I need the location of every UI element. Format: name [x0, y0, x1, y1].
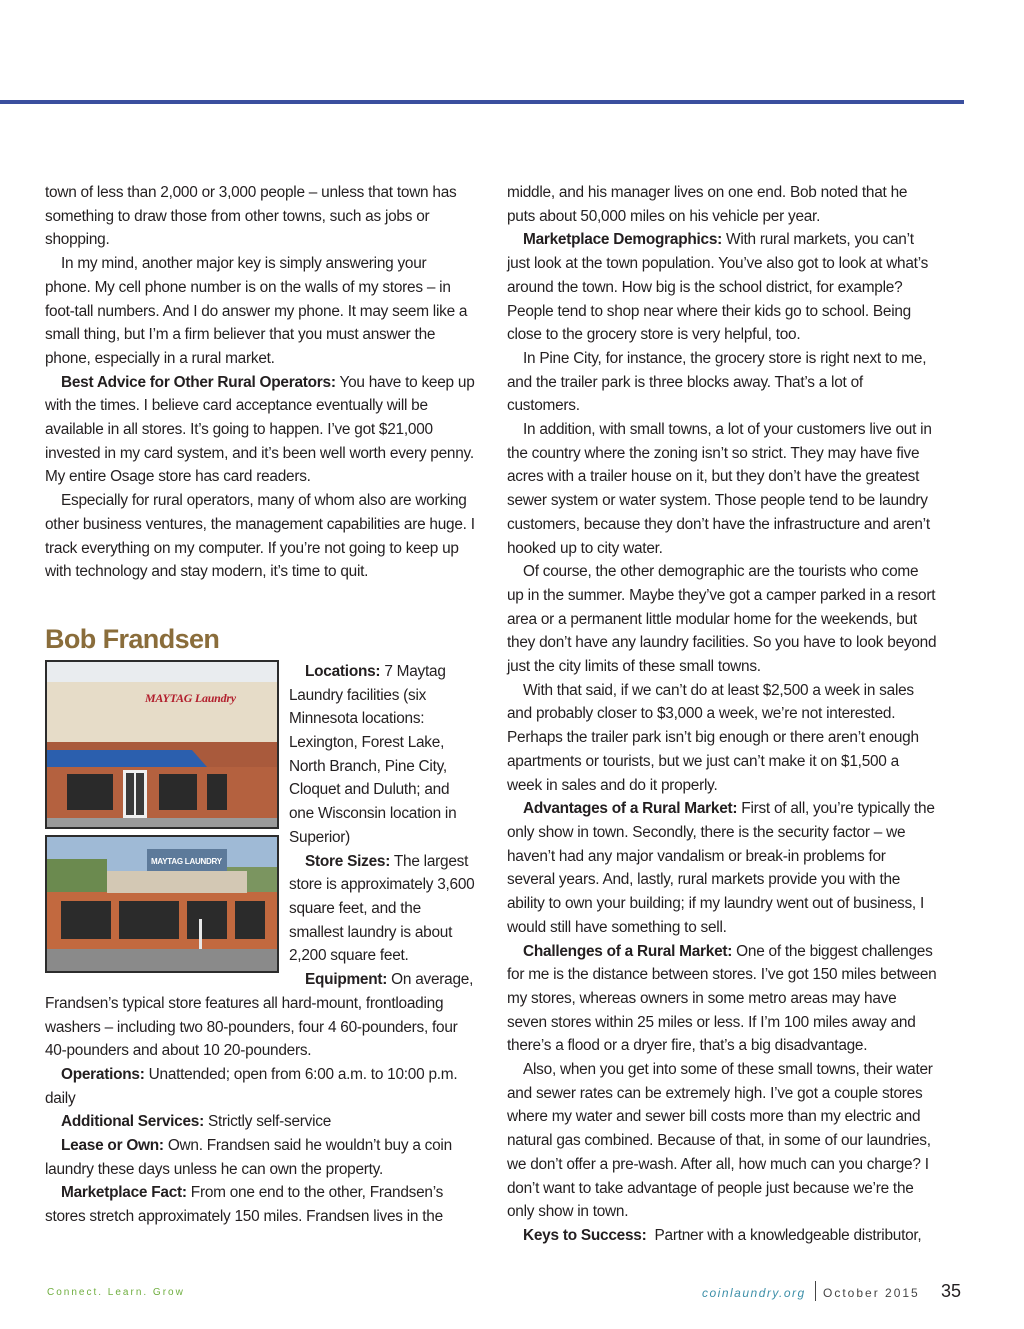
paragraph-text: On average, Frandsen’s typical store features all hard-mount, frontloading washers – including two 80-pounders, four 4 60-pounders, four 40-pounders and about 10 20-pounders.	[45, 971, 474, 1060]
paragraph-challenges	[507, 940, 937, 1059]
paragraph: Of course, the other demographic are the tourists who come up in the summer. Maybe they’ve got a camper parked in a resort area or a permanent little modular home for the weekends, but they don’t have any laundry facilities. So you have to look beyond just the city limits of these small towns.	[507, 563, 937, 676]
right-column	[507, 181, 937, 1248]
run-in-label: Lease or Own:	[61, 1137, 164, 1155]
run-in-label: Marketplace Demographics:	[523, 231, 723, 249]
paragraph-text: Unattended; open from 6:00 a.m. to 10:00 p.m. daily	[45, 1065, 458, 1107]
paragraph-text: One of the biggest challenges for me is the distance between stores. I’ve got 150 miles between my stores, whereas owners in some metro areas may have seven stores within 25 miles or less. If I’m 100 miles away and there’s a flood or a dryer fire, that’s a big disadvantage.	[507, 942, 937, 1055]
run-in-label: Best Advice for Other Rural Operators:	[61, 373, 336, 391]
store-photo-2-image	[47, 837, 277, 971]
paragraph-additional-services	[45, 1110, 475, 1134]
store-photo-2	[45, 835, 279, 973]
paragraph-text: With rural markets, you can’t just look at the town population. You’ve also got to look at what’s around the town. How big is the school district, for example? People tend to shop near where their kids go to school. Being close to the grocery store is very helpful, too.	[507, 231, 929, 344]
paragraph-text: The largest store is approximately 3,600 square feet, and the smallest laundry is about 2,200 square feet.	[289, 852, 475, 965]
paragraph: town of less than 2,000 or 3,000 people – unless that town has something to draw those from other towns, such as jobs or shopping.	[45, 184, 457, 249]
store-sign-text: MAYTAG LAUNDRY	[151, 856, 222, 866]
footer-tagline: Connect. Learn. Grow	[47, 1287, 185, 1298]
footer-divider	[815, 1281, 816, 1301]
run-in-label: Marketplace Fact:	[61, 1184, 187, 1202]
paragraph: In my mind, another major key is simply answering your phone. My cell phone number is on the walls of my stores – in foot-tall numbers. And I do answer my phone. It may seem like a small thing, but I’m a firm believer that you must answer the phone, especially in a rural market.	[45, 255, 468, 367]
run-in-label: Locations:	[305, 662, 381, 680]
paragraph-equipment	[45, 968, 475, 1063]
paragraph: In Pine City, for instance, the grocery store is right next to me, and the trailer park is three blocks away. That’s a lot of customers.	[507, 349, 927, 415]
paragraph-best-advice	[45, 371, 475, 490]
header-rule	[0, 100, 964, 104]
store-photo-1	[45, 660, 279, 829]
paragraph: In addition, with small towns, a lot of your customers live out in the country where the zoning isn’t so strict. They may have five acres with a trailer house on it, but they don’t have the greatest sewer system or water system. Those people tend to be laundry customers, because they don’t have the infrastructure and aren’t hooked up to city water.	[507, 421, 932, 557]
run-in-label: Advantages of a Rural Market:	[523, 800, 738, 818]
paragraph-keys-to-success	[507, 1224, 937, 1248]
left-column	[45, 181, 475, 1229]
paragraph-text: Own. Frandsen said he wouldn’t buy a coin laundry these days unless he can own the property.	[45, 1137, 452, 1178]
run-in-label: Store Sizes:	[305, 852, 391, 870]
footer-site-link[interactable]: coinlaundry.org	[702, 1286, 806, 1300]
paragraph: Also, when you get into some of these small towns, their water and sewer rates can be extremely high. I’ve got a couple stores where my water and sewer bill costs more than my electric and natural gas combined. Because of that, in some of our laundries, we don’t offer a pre-wash. After all, how much can you charge? I don’t want to take advantage of people just because we’re the only show in town.	[507, 1061, 933, 1221]
paragraph-advantages	[507, 797, 937, 939]
paragraph-text: You have to keep up with the times. I believe card acceptance eventually will be available in all stores. It’s going to happen. I’ve got $21,000 invested in my card system, and it’s been well worth every penny. My entire Osage store has card readers.	[45, 373, 475, 486]
paragraph: middle, and his manager lives on one end. Bob noted that he puts about 50,000 miles on his vehicle per year.	[507, 184, 908, 225]
run-in-label: Equipment:	[305, 971, 388, 989]
paragraph-text: Partner with a knowledgeable distributor,	[646, 1226, 922, 1244]
paragraph-text: 7 Maytag Laundry facilities (six Minnesota locations: Lexington, Forest Lake, North Branch, Pine City, Cloquet and Duluth; and one Wisconsin location in Superior)	[289, 662, 457, 846]
section-heading: Bob Frandsen	[45, 623, 220, 654]
run-in-label: Additional Services:	[61, 1113, 204, 1131]
paragraph-demographics	[507, 228, 937, 347]
paragraph-text: From one end to the other, Frandsen’s stores stretch approximately 150 miles. Frandsen lives in the	[45, 1184, 444, 1226]
paragraph-marketplace-fact	[45, 1181, 475, 1228]
store-sign-text: MAYTAG Laundry	[145, 690, 236, 705]
photo-group	[45, 660, 281, 973]
paragraph-text: Strictly self-service	[203, 1113, 332, 1131]
paragraph: With that said, if we can’t do at least $2,500 a week in sales and probably closer to $3,000 a week, we’re not interested. Perhaps the trailer park isn’t big enough or there aren’t enough apartments or tourists, but we just can’t make it on $1,500 a week in sales and do it properly.	[507, 681, 919, 794]
run-in-label: Challenges of a Rural Market:	[523, 942, 733, 960]
run-in-label: Operations:	[61, 1065, 145, 1083]
paragraph-lease-or-own	[45, 1134, 475, 1181]
footer-issue-date: October 2015	[823, 1286, 920, 1300]
paragraph-operations	[45, 1063, 475, 1110]
page-number: 35	[941, 1281, 962, 1301]
store-photo-1-image	[47, 662, 277, 827]
paragraph-text: First of all, you’re typically the only show in town. Secondly, there is the security factor – we haven’t had any major vandalism or break-in problems for several years. And, lastly, rural markets provide you with the ability to own your building; if my laundry went out of business, I would still have something to sell.	[507, 800, 935, 936]
paragraph: Especially for rural operators, many of whom also are working other business ventures, the management capabilities are huge. I track everything on my computer. If you’re not going to keep up with technology and stay modern, it’s time to quit.	[45, 492, 475, 581]
run-in-label: Keys to Success:	[523, 1226, 647, 1244]
